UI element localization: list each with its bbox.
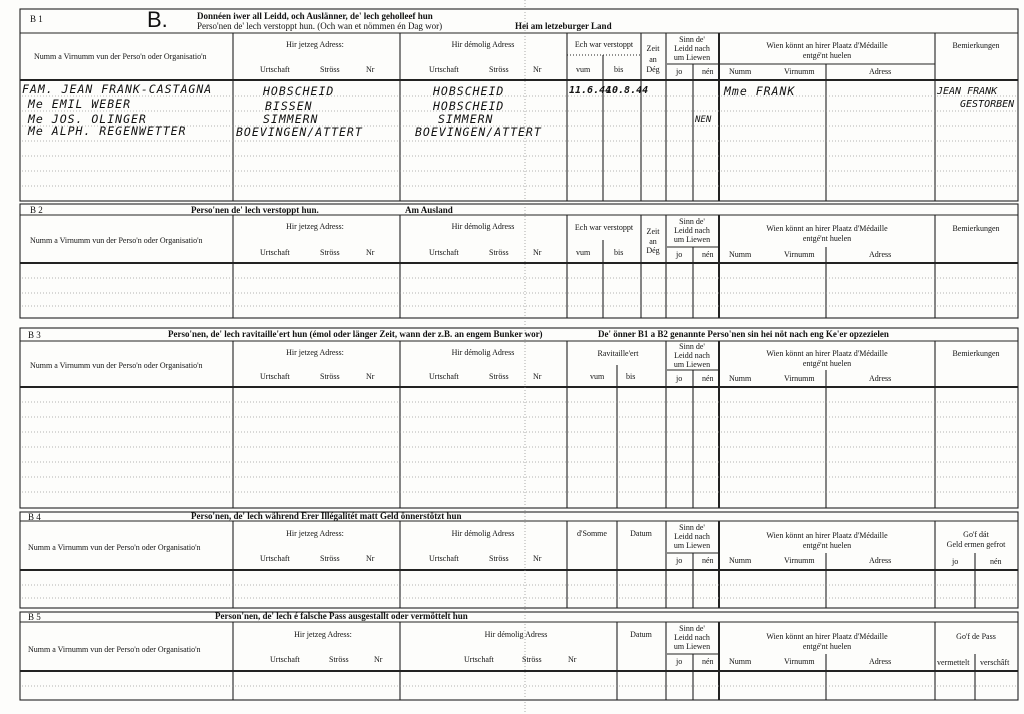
- b4-stross-2: Ströss: [489, 554, 509, 563]
- b4-numm: Numm: [729, 556, 752, 565]
- form-title: Donnéen iwer all Leidd, och Auslänner, de' lech geholleef hun: [197, 11, 433, 21]
- b3-name-header: Numm a Virnumm vun der Perso'n oder Organisatio'n: [30, 361, 203, 370]
- b4-demolig-header: Hir démolig Adress: [451, 529, 515, 538]
- b3-urtschaft-1: Urtschaft: [260, 372, 290, 381]
- b4-urtschaft-2: Urtschaft: [429, 554, 459, 563]
- b2-bis: bis: [614, 248, 624, 257]
- b1-leidd: Leidd nach: [674, 44, 710, 53]
- b1-jetzeg-header: Hir jetzeg Adress:: [286, 40, 344, 49]
- b1-sinn: Sinn de': [679, 35, 705, 44]
- b1-row2-bem: GESTORBEN: [960, 99, 1015, 110]
- b1-nen: nén: [702, 67, 714, 76]
- b3-vum: vum: [590, 372, 605, 381]
- b1-verstoppt-header: Ech war verstoppt: [574, 40, 634, 49]
- b4-gof-header: Go'f dát: [963, 530, 989, 539]
- b5-virnumm: Virnumm: [784, 657, 815, 666]
- b3-demolig-header: Hir démolig Adress: [451, 348, 515, 357]
- b5-title: Person'nen, de' lech é falsche Pass ausgestallt oder vermöttelt hun: [215, 611, 468, 621]
- b1-jo: jo: [676, 67, 683, 76]
- b1-title: Perso'nen de' lech verstoppt hun. (Och wan et nömmen én Dag wor): [197, 21, 443, 31]
- b4-gof-nen: nén: [990, 557, 1002, 566]
- b2-liewen: um Liewen: [673, 235, 711, 244]
- b3-ravitaille-header: Ravitaille'ert: [597, 349, 639, 358]
- b3-nr-1: Nr: [366, 372, 375, 381]
- b4-virnumm: Virnumm: [784, 556, 815, 565]
- b4-medaille-header: Wien könnt an hirer Plaatz d'Médaille: [766, 531, 888, 540]
- b3-jo: jo: [676, 374, 683, 383]
- b4-title: Perso'nen, de' lech während Erer Illégalitét matt Geld önnerstötzt hun: [191, 511, 462, 521]
- section-code-b2: B 2: [30, 205, 43, 215]
- b4-somme-header: d'Somme: [577, 529, 607, 538]
- b3-virnumm: Virnumm: [784, 374, 815, 383]
- b1-demolig-header: Hir démolig Adress: [451, 40, 515, 49]
- b1-row4-name: Me ALPH. REGENWETTER: [28, 124, 187, 138]
- b3-nr-2: Nr: [533, 372, 542, 381]
- b5-sinn: Sinn de': [679, 624, 705, 633]
- b5-urtschaft-1: Urtschaft: [270, 655, 300, 664]
- b4-medaille-header-2: entgé'nt huelen: [802, 541, 852, 550]
- b1-urtschaft-2: Urtschaft: [429, 65, 459, 74]
- b5-gof-pass-header: Go'f de Pass: [956, 632, 996, 641]
- b1-deg: Dég: [646, 65, 660, 74]
- b4-nen: nén: [702, 556, 714, 565]
- b3-sinn: Sinn de': [679, 342, 705, 351]
- b2-stross-2: Ströss: [489, 248, 509, 257]
- section-code-b1: B 1: [30, 14, 43, 24]
- b1-vum: vum: [576, 65, 591, 74]
- b3-adress: Adress: [869, 374, 892, 383]
- b2-jetzeg-header: Hir jetzeg Adress:: [286, 222, 344, 231]
- b3-stross-1: Ströss: [320, 372, 340, 381]
- b1-medaille-header-2: entgé'nt huelen: [802, 51, 852, 60]
- b4-liewen: um Liewen: [673, 541, 711, 550]
- b5-stross-1: Ströss: [329, 655, 349, 664]
- b3-medaille-header-2: entgé'nt huelen: [802, 359, 852, 368]
- b2-medaille-header: Wien könnt an hirer Plaatz d'Médaille: [766, 224, 888, 233]
- b1-zeit: Zeit: [646, 44, 660, 53]
- b2-numm: Numm: [729, 250, 752, 259]
- b1-an: an: [649, 55, 657, 64]
- b3-bis: bis: [626, 372, 636, 381]
- b5-name-header: Numm a Virnumm vun der Perso'n oder Organisatio'n: [28, 645, 201, 654]
- b3-leidd: Leidd nach: [674, 351, 710, 360]
- b2-title-region: Am Ausland: [405, 205, 453, 215]
- b2-name-header: Numm a Virnumm vun der Perso'n oder Organisatio'n: [30, 236, 203, 245]
- b5-medaille-header-2: entgé'nt huelen: [802, 642, 852, 651]
- b5-verschaft: verschâft: [980, 658, 1010, 667]
- b3-medaille-header: Wien könnt an hirer Plaatz d'Médaille: [766, 349, 888, 358]
- b4-gof-jo: jo: [952, 557, 959, 566]
- section-code-b4: B 4: [28, 512, 41, 522]
- b4-datum-header: Datum: [630, 529, 652, 538]
- b1-row4-jetz: BOEVINGEN/ATTERT: [236, 125, 363, 139]
- b2-nr-1: Nr: [366, 248, 375, 257]
- b2-urtschaft-2: Urtschaft: [429, 248, 459, 257]
- b4-jo: jo: [676, 556, 683, 565]
- b4-jetzeg-header: Hir jetzeg Adress:: [286, 529, 344, 538]
- b5-numm: Numm: [729, 657, 752, 666]
- b1-stross-1: Ströss: [320, 65, 340, 74]
- b2-bemierkungen: Bemierkungen: [952, 224, 1000, 233]
- b4-nr-2: Nr: [533, 554, 542, 563]
- b1-row3-name: Me JOS. OLINGER: [28, 112, 147, 126]
- b2-leidd: Leidd nach: [674, 226, 710, 235]
- b1-row1-name: FAM. JEAN FRANK-CASTAGNA: [22, 82, 213, 96]
- b4-name-header: Numm a Virnumm vun der Perso'n oder Organisatio'n: [28, 543, 201, 552]
- b1-row2-dem: HOBSCHEID: [433, 99, 505, 113]
- b3-jetzeg-header: Hir jetzeg Adress:: [286, 348, 344, 357]
- b1-numm: Numm: [729, 67, 752, 76]
- b3-stross-2: Ströss: [489, 372, 509, 381]
- b1-row3-dem: SIMMERN: [438, 112, 494, 126]
- b4-stross-1: Ströss: [320, 554, 340, 563]
- b5-liewen: um Liewen: [673, 642, 711, 651]
- b5-adress: Adress: [869, 657, 892, 666]
- b5-vermettelt: vermettelt: [937, 658, 970, 667]
- b1-row3-jetz: SIMMERN: [263, 112, 319, 126]
- b2-deg: Dég: [646, 246, 660, 255]
- b1-nr-1: Nr: [366, 65, 375, 74]
- b5-nr-1: Nr: [374, 655, 383, 664]
- b1-row1-jetz: HOBSCHEID: [263, 84, 335, 98]
- b2-nr-2: Nr: [533, 248, 542, 257]
- b4-sinn: Sinn de': [679, 523, 705, 532]
- form-letter: B.: [147, 7, 168, 32]
- b5-jo: jo: [676, 657, 683, 666]
- b1-stross-2: Ströss: [489, 65, 509, 74]
- b4-leidd: Leidd nach: [674, 532, 710, 541]
- b5-nen: nén: [702, 657, 714, 666]
- b2-an: an: [649, 237, 657, 246]
- b1-row2-name: Me EMIL WEBER: [28, 97, 132, 111]
- b3-liewen: um Liewen: [673, 360, 711, 369]
- b5-datum-header: Datum: [630, 630, 652, 639]
- b3-urtschaft-2: Urtschaft: [429, 372, 459, 381]
- b2-verstoppt-header: Ech war verstoppt: [574, 223, 634, 232]
- b3-numm: Numm: [729, 374, 752, 383]
- b4-gof-header-2: Geld ermen gefrot: [946, 540, 1006, 549]
- b2-stross-1: Ströss: [320, 248, 340, 257]
- b5-demolig-header: Hir démolig Adress: [484, 630, 548, 639]
- b2-jo: jo: [676, 250, 683, 259]
- b1-liewen: um Liewen: [673, 53, 711, 62]
- b1-row1-medaille: Mme FRANK: [724, 84, 796, 98]
- b1-row1-bem: JEAN FRANK: [937, 86, 998, 97]
- b1-adress: Adress: [869, 67, 892, 76]
- b1-medaille-header: Wien könnt an hirer Plaatz d'Médaille: [766, 41, 888, 50]
- b1-urtschaft-1: Urtschaft: [260, 65, 290, 74]
- b2-virnumm: Virnumm: [784, 250, 815, 259]
- b2-sinn: Sinn de': [679, 217, 705, 226]
- b2-medaille-header-2: entgé'nt huelen: [802, 234, 852, 243]
- b1-nr-2: Nr: [533, 65, 542, 74]
- b5-medaille-header: Wien könnt an hirer Plaatz d'Médaille: [766, 632, 888, 641]
- b1-row4-dem: BOEVINGEN/ATTERT: [415, 125, 542, 139]
- b5-leidd: Leidd nach: [674, 633, 710, 642]
- b2-demolig-header: Hir démolig Adress: [451, 222, 515, 231]
- section-code-b5: B 5: [28, 612, 41, 622]
- b1-virnumm: Virnumm: [784, 67, 815, 76]
- b2-adress: Adress: [869, 250, 892, 259]
- b5-jetzeg-header: Hir jetzeg Adress:: [294, 630, 352, 639]
- b2-urtschaft-1: Urtschaft: [260, 248, 290, 257]
- b1-row1-dem: HOBSCHEID: [433, 84, 505, 98]
- section-code-b3: B 3: [28, 330, 41, 340]
- b5-stross-2: Ströss: [522, 655, 542, 664]
- b1-bemierkungen: Bemierkungen: [952, 41, 1000, 50]
- b5-nr-2: Nr: [568, 655, 577, 664]
- b1-row1-bis: 10.8.44: [606, 85, 649, 96]
- b2-title: Perso'nen de' lech verstoppt hun.: [191, 205, 319, 215]
- b2-vum: vum: [576, 248, 591, 257]
- b5-urtschaft-2: Urtschaft: [464, 655, 494, 664]
- b1-row3-nen: NEN: [695, 115, 712, 125]
- b1-title-region: Hei am letzeburger Land: [515, 21, 612, 31]
- b1-row2-jetz: BISSEN: [265, 99, 313, 113]
- b4-adress: Adress: [869, 556, 892, 565]
- b4-urtschaft-1: Urtschaft: [260, 554, 290, 563]
- b2-nen: nén: [702, 250, 714, 259]
- b3-bemierkungen: Bemierkungen: [952, 349, 1000, 358]
- b2-zeit: Zeit: [646, 227, 660, 236]
- b1-name-header: Numm a Virnumm vun der Perso'n oder Organisatio'n: [34, 52, 207, 61]
- b3-title: Perso'nen, de' lech ravitaille'ert hun (émol oder länger Zeit, wann der z.B. an engem Bunker wor): [168, 329, 543, 339]
- b3-nen: nén: [702, 374, 714, 383]
- b1-bis: bis: [614, 65, 624, 74]
- b1-row1-vum: 11.6.44: [569, 85, 612, 96]
- b4-nr-1: Nr: [366, 554, 375, 563]
- b3-title-note: De' önner B1 a B2 genannte Perso'nen sin hei nöt nach eng Ke'er opzezielen: [598, 329, 889, 339]
